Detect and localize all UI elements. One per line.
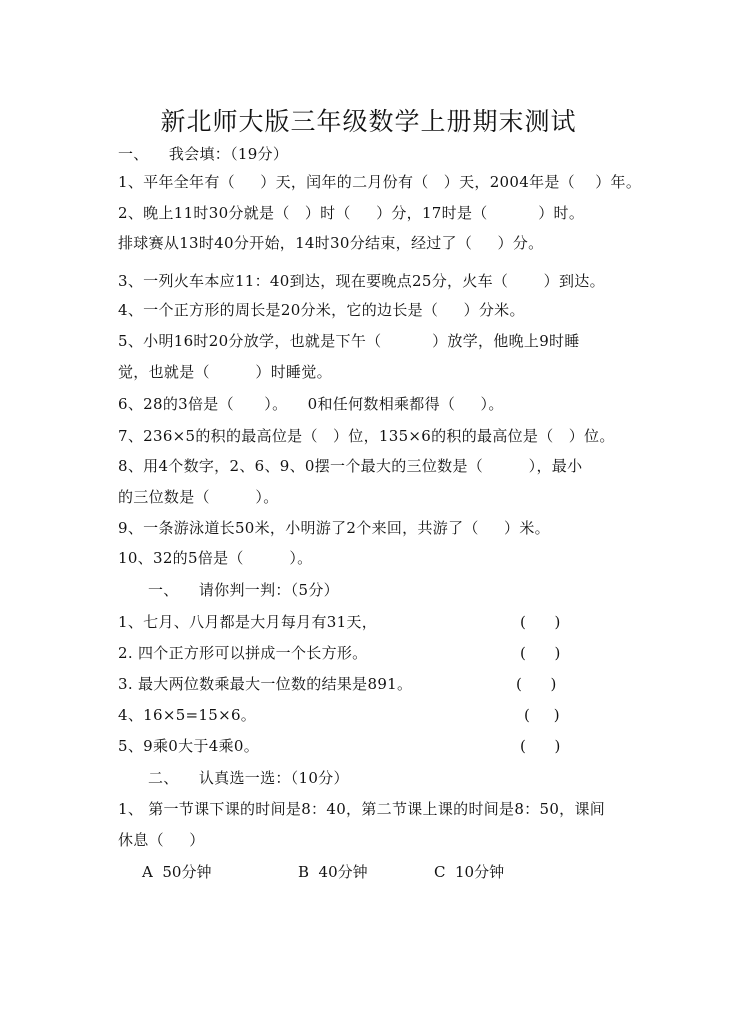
section-heading-choose: 二、 认真选一选：（10分）: [148, 769, 349, 787]
judge-answer-blank: ( ): [520, 737, 561, 755]
judge-answer-blank: ( ): [520, 613, 561, 631]
question-line: 3、一列火车本应11：40到达，现在要晚点25分，火车（ ）到达。: [118, 272, 605, 290]
question-line: 8、用4个数字，2、6、9、0摆一个最大的三位数是（ ），最小: [118, 457, 583, 475]
judge-item-text: 1、七月、八月都是大月每月有31天，: [118, 613, 378, 631]
question-line: 9、一条游泳道长50米，小明游了2个来回，共游了（ ）米。: [118, 519, 550, 537]
question-line: 的三位数是（ ）。: [118, 488, 279, 506]
question-line: 5、小明16时20分放学，也就是下午（ ）放学，他晚上9时睡: [118, 332, 580, 350]
question-line: 排球赛从13时40分开始，14时30分结束，经过了（ ）分。: [118, 234, 544, 252]
question-line: 4、一个正方形的周长是20分米，它的边长是（ ）分米。: [118, 301, 525, 319]
option-b: B 40分钟: [298, 863, 368, 881]
question-line: 10、32的5倍是（ ）。: [118, 549, 313, 567]
judge-item-text: 5、9乘0大于4乘0。: [118, 737, 260, 755]
judge-item-text: 3. 最大两位数乘最大一位数的结果是891。: [118, 675, 413, 693]
question-line: 1、 第一节课下课的时间是8：40，第二节课上课的时间是8：50，课间: [118, 800, 606, 818]
question-line: 6、28的3倍是（ ）。 0和任何数相乘都得（ ）。: [118, 395, 504, 413]
judge-item-text: 2. 四个正方形可以拼成一个长方形。: [118, 644, 368, 662]
section-heading-fill: 一、 我会填：（19分）: [118, 145, 289, 163]
option-c: C 10分钟: [434, 863, 505, 881]
option-a: A 50分钟: [142, 863, 212, 881]
judge-answer-blank: ( ): [516, 675, 557, 693]
question-line: 1、平年全年有（ ）天，闰年的二月份有（ ）天，2004年是（ ）年。: [118, 173, 642, 191]
question-line: 觉，也就是（ ）时睡觉。: [118, 363, 332, 381]
question-line: 7、236×5的积的最高位是（ ）位，135×6的积的最高位是（ ）位。: [118, 427, 615, 445]
section-heading-judge: 一、 请你判一判：（5分）: [148, 581, 339, 599]
judge-answer-blank: ( ): [524, 706, 560, 724]
judge-answer-blank: ( ): [520, 644, 561, 662]
question-line: 休息（ ）: [118, 831, 205, 849]
page-title: 新北师大版三年级数学上册期末测试: [160, 107, 577, 136]
question-line: 2、晚上11时30分就是（ ）时（ ）分，17时是（ ）时。: [118, 204, 585, 222]
judge-item-text: 4、16×5=15×6。: [118, 706, 257, 724]
